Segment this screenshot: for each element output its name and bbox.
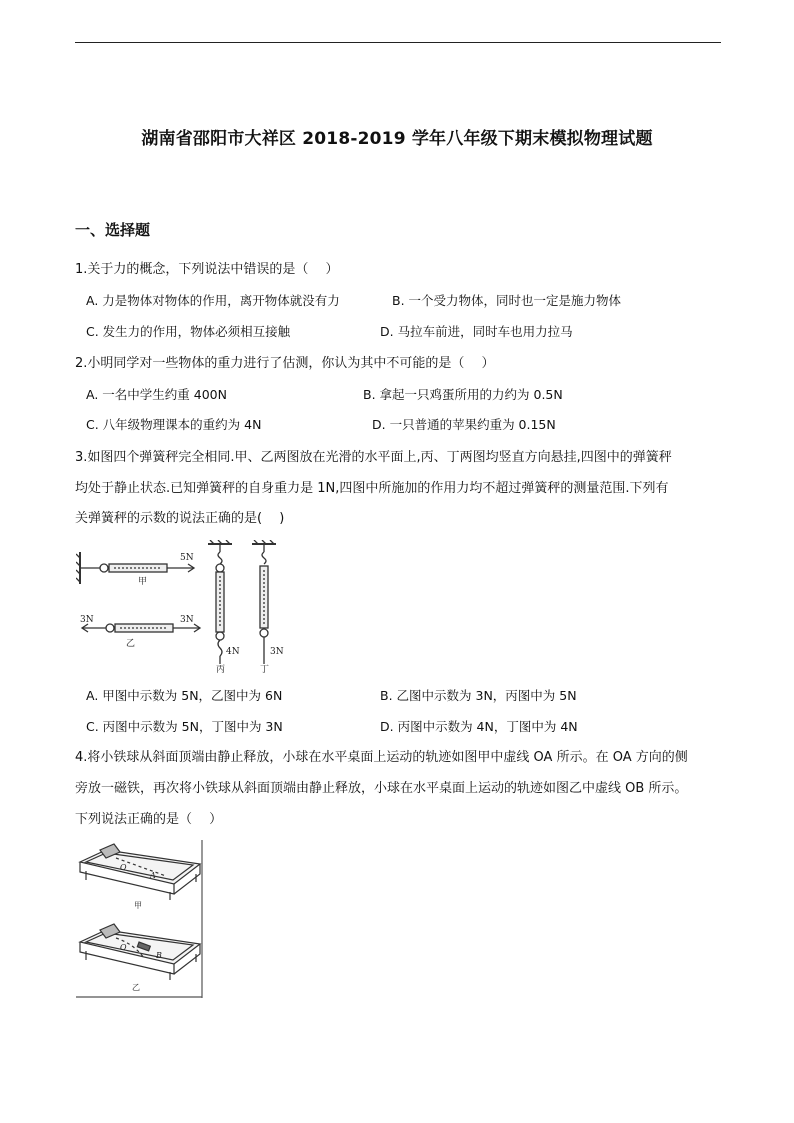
- question-4-stem-line-1: 4.将小铁球从斜面顶端由静止释放，小球在水平桌面上运动的轨迹如图甲中虚线 OA 所示。在 OA 方向的侧: [75, 750, 688, 765]
- question-1-option-b: B. 一个受力物体，同时也一定是施力物体: [392, 293, 622, 308]
- fig4-label-jia: 甲: [134, 901, 142, 910]
- question-1-stem: 1.关于力的概念，下列说法中错误的是（ ）: [75, 262, 339, 277]
- question-1-option-d: D. 马拉车前进，同时车也用力拉马: [380, 324, 573, 339]
- question-2-option-c: C. 八年级物理课本的重约为 4N: [86, 417, 262, 432]
- header-rule: [75, 42, 721, 43]
- question-2-option-d: D. 一只普通的苹果约重为 0.15N: [372, 417, 556, 432]
- ramp-table-magnet-diagram-icon: [76, 840, 204, 998]
- question-1-option-a: A. 力是物体对物体的作用，离开物体就没有力: [86, 293, 340, 308]
- question-3-stem-line-1: 3.如图四个弹簧秤完全相同.甲、乙两图放在光滑的水平面上,丙、丁两图均竖直方向悬挂,四图中的弹簧秤: [75, 450, 672, 465]
- question-3-option-d: D. 丙图中示数为 4N，丁图中为 4N: [380, 719, 578, 734]
- question-2-option-a: A. 一名中学生约重 400N: [86, 387, 227, 402]
- fig4-label-a: A: [150, 871, 156, 880]
- question-1-option-c: C. 发生力的作用，物体必须相互接触: [86, 324, 291, 339]
- fig4-label-o2: O: [120, 943, 127, 952]
- question-3-option-b: B. 乙图中示数为 3N，丙图中为 5N: [380, 688, 577, 703]
- question-3-option-a: A. 甲图中示数为 5N，乙图中为 6N: [86, 688, 283, 703]
- question-4-stem-line-3: 下列说法正确的是（ ）: [75, 812, 223, 827]
- fig3-label-f5: 5N: [180, 553, 194, 563]
- fig3-label-f3b: 3N: [180, 615, 194, 625]
- section-heading: 一、选择题: [75, 221, 151, 239]
- fig3-label-f3c: 3N: [270, 647, 284, 657]
- fig3-label-f4: 4N: [226, 647, 240, 657]
- fig4-label-o1: O: [120, 863, 127, 872]
- fig3-label-yi: 乙: [126, 639, 136, 649]
- question-4-stem-line-2: 旁放一磁铁，再次将小铁球从斜面顶端由静止释放，小球在水平桌面上运动的轨迹如图乙中虚线 OB 所示。: [75, 781, 688, 796]
- spring-scale-diagram-icon: [76, 540, 288, 674]
- page-title: 湖南省邵阳市大祥区 2018-2019 学年八年级下期末模拟物理试题: [141, 129, 653, 149]
- fig4-label-yi: 乙: [132, 983, 140, 992]
- fig3-label-bing: 丙: [216, 665, 226, 674]
- fig3-label-jia: 甲: [138, 577, 148, 587]
- fig3-label-f3a: 3N: [80, 615, 94, 625]
- question-2-stem: 2.小明同学对一些物体的重力进行了估测，你认为其中不可能的是（ ）: [75, 356, 495, 371]
- fig4-label-b: B: [156, 951, 162, 960]
- fig3-label-ding: 丁: [260, 665, 270, 674]
- question-2-option-b: B. 拿起一只鸡蛋所用的力约为 0.5N: [363, 387, 563, 402]
- question-3-stem-line-2: 均处于静止状态.已知弹簧秤的自身重力是 1N,四图中所施加的作用力均不超过弹簧秤的测量范围.下列有: [75, 481, 669, 496]
- question-3-option-c: C. 丙图中示数为 5N，丁图中为 3N: [86, 719, 283, 734]
- question-3-stem-line-3: 关弹簧秤的示数的说法正确的是( ): [75, 511, 285, 526]
